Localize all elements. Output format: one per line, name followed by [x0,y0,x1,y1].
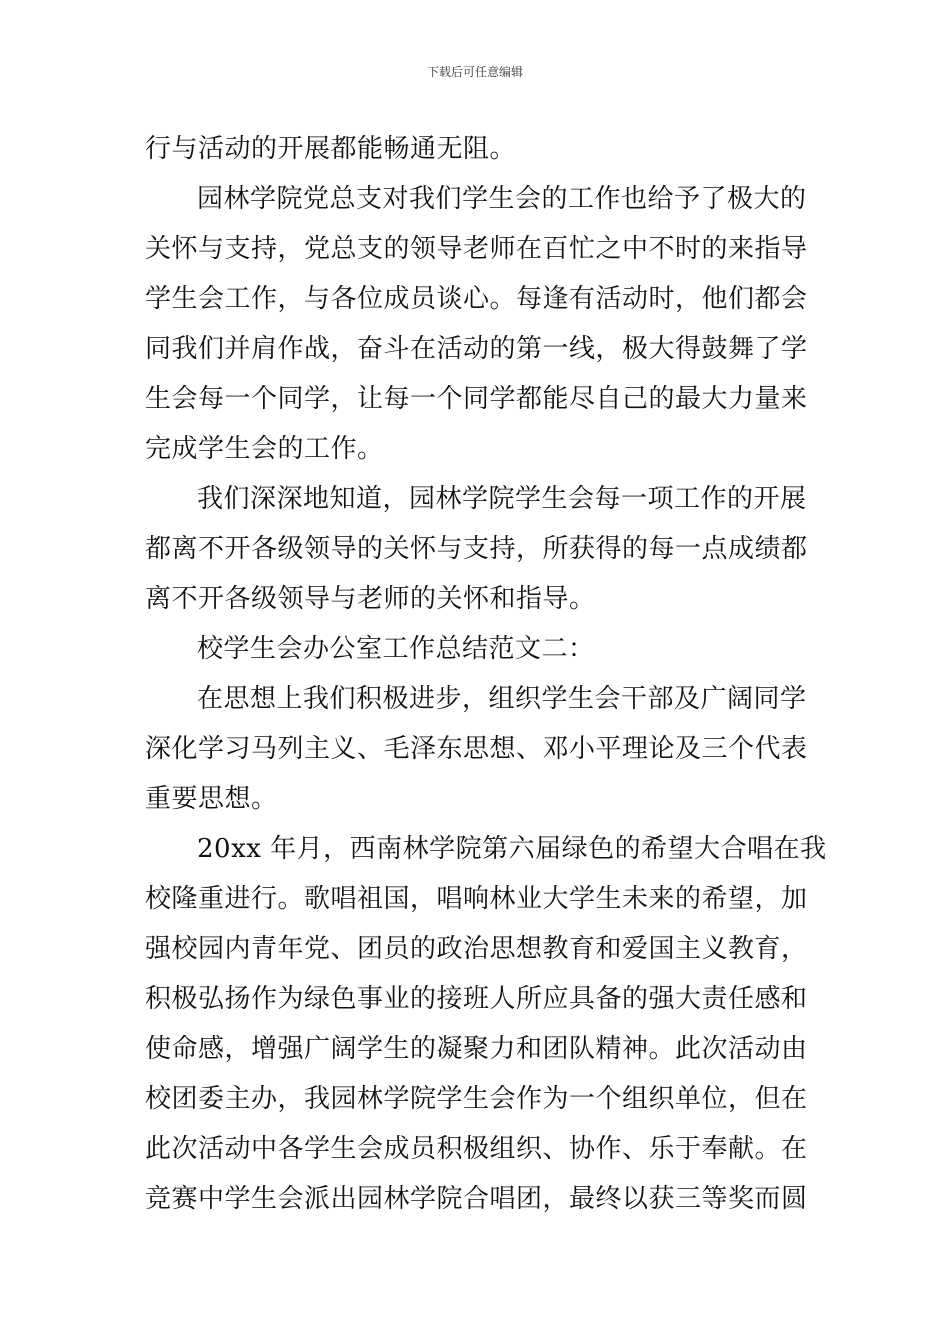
text-line: 此次活动中各学生会成员积极组织、协作、乐于奉献。在 [145,1134,808,1164]
text-line: 竞赛中学生会派出园林学院合唱团，最终以获三等奖而圆 [145,1184,808,1214]
text-line: 校隆重进行。歌唱祖国，唱响林业大学生未来的希望，加 [145,884,808,914]
page-header: 下载后可任意编辑 [426,65,523,79]
text-line: 同我们并肩作战，奋斗在活动的第一线，极大得鼓舞了学 [145,334,808,364]
text-line: 关怀与支持，党总支的领导老师在百忙之中不时的来指导 [145,234,808,264]
text-line: 20xx 年月，西南林学院第六届绿色的希望大合唱在我 [197,834,827,864]
text-line: 校学生会办公室工作总结范文二： [197,634,595,664]
text-line: 生会每一个同学，让每一个同学都能尽自己的最大力量来 [145,384,808,414]
text-line: 园林学院党总支对我们学生会的工作也给予了极大的 [197,184,807,214]
text-line: 深化学习马列主义、毛泽东思想、邓小平理论及三个代表 [145,734,808,764]
text-line: 使命感，增强广阔学生的凝聚力和团队精神。此次活动由 [145,1034,808,1064]
text-line: 离不开各级领导与老师的关怀和指导。 [145,584,596,614]
text-line: 学生会工作，与各位成员谈心。每逢有活动时，他们都会 [145,284,808,314]
document-body [145,124,827,1224]
text-line: 行与活动的开展都能畅通无阻。 [145,134,517,164]
text-line: 都离不开各级领导的关怀与支持，所获得的每一点成绩都 [145,534,808,564]
text-line: 我们深深地知道，园林学院学生会每一项工作的开展 [197,484,807,514]
text-line: 校团委主办，我园林学院学生会作为一个组织单位，但在 [145,1084,808,1114]
text-line: 积极弘扬作为绿色事业的接班人所应具备的强大责任感和 [145,984,808,1014]
text-line: 完成学生会的工作。 [145,434,384,464]
text-line: 强校园内青年党、团员的政治思想教育和爱国主义教育， [145,934,808,964]
text-line: 重要思想。 [145,784,278,814]
text-line: 在思想上我们积极进步，组织学生会干部及广阔同学 [197,684,807,714]
